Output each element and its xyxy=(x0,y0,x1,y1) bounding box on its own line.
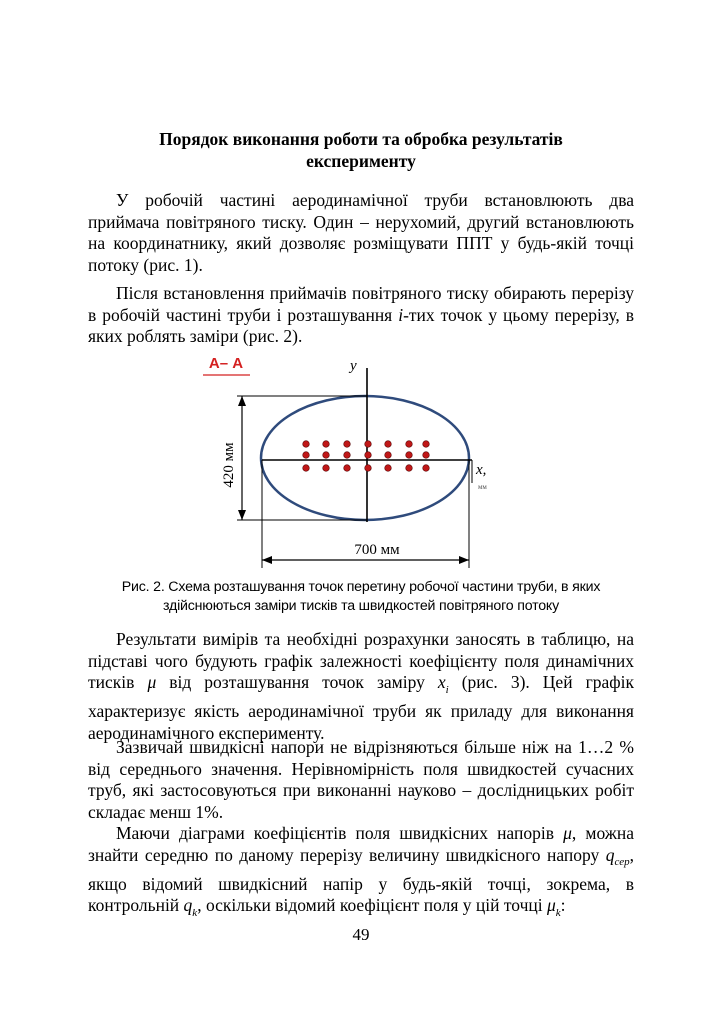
measurement-point xyxy=(385,441,392,448)
x-symbol: x xyxy=(437,672,446,692)
measurement-point xyxy=(365,441,372,448)
q-avg-subscript: сер xyxy=(614,856,630,868)
measurement-point xyxy=(344,441,351,448)
width-arrow-right xyxy=(459,556,469,564)
width-arrow-left xyxy=(262,556,272,564)
measurement-point xyxy=(303,452,310,459)
paragraph-5 xyxy=(88,823,634,924)
section-label: А– А xyxy=(208,355,244,372)
heading-line-2: експерименту xyxy=(306,151,416,171)
measurement-point xyxy=(406,452,413,459)
measurement-points-figure xyxy=(0,340,722,572)
paragraph-2 xyxy=(88,283,634,348)
measurement-point xyxy=(406,441,413,448)
paragraph-3-part-3: (рис. 3). Цей графік характеризує якість аеродинамічної труби як приладу для виконання аеродинамічного експерименту. xyxy=(88,672,634,743)
paragraph-5-part-5: : xyxy=(560,895,566,915)
measurement-point xyxy=(323,452,330,459)
page-number: 49 xyxy=(352,925,370,944)
measurement-point xyxy=(365,465,372,472)
measurement-point xyxy=(423,441,430,448)
paragraph-2-before: Після встановлення приймачів повітряного тиску обирають перерізу в робочій частині труби і розташування xyxy=(88,283,634,325)
paragraph-2-after: -тих точок у цьому перерізу, в яких роблять заміри (рис. 2). xyxy=(88,304,635,346)
paragraph-3-part-2: від розташування точок заміру xyxy=(156,672,438,692)
mu-symbol-2: μ xyxy=(563,823,572,843)
height-dimension-label: 420 мм xyxy=(221,442,237,488)
measurement-point xyxy=(385,452,392,459)
section-heading xyxy=(88,128,634,172)
measurement-point xyxy=(323,465,330,472)
measurement-point xyxy=(344,465,351,472)
paragraph-5-part-2: , можна знайти середню по даному перерізу величину швидкісного напору xyxy=(88,823,634,865)
measurement-point xyxy=(344,452,351,459)
x-axis-label: x, xyxy=(476,462,487,478)
q-control-symbol: q xyxy=(183,895,193,915)
height-arrow-bottom xyxy=(238,510,246,520)
figure-caption xyxy=(60,578,662,616)
measurement-point xyxy=(365,452,372,459)
paragraph-3 xyxy=(88,629,634,744)
measurement-point xyxy=(303,465,310,472)
paragraph-4 xyxy=(88,737,634,823)
caption-line-2: здійснюються заміри тисків та швидкостей повітряного потоку xyxy=(163,598,559,614)
y-axis-label: y xyxy=(350,358,357,374)
measurement-points xyxy=(303,441,430,472)
measurement-point xyxy=(423,465,430,472)
heading-line-1: Порядок виконання роботи та обробка результатів xyxy=(159,129,563,149)
paragraph-1-text: У робочій частині аеродинамічної труби встановлюють два приймача повітряного тиску. Один – нерухомий, другий встановлюють на координатнику, який дозволяє розміщувати ППТ у будь-якій точці потоку (рис. 1). xyxy=(88,190,634,275)
measurement-point xyxy=(385,465,392,472)
index-variable: i xyxy=(398,304,404,325)
x-axis-unit: мм xyxy=(478,483,487,491)
paragraph-3-part-1: Результати вимірів та необхідні розрахунки заносять в таблицю, на підставі чого будують графік залежності коефіцієнту поля динамічних тисків xyxy=(88,629,634,692)
mu-k-symbol: μ xyxy=(546,895,556,915)
width-dimension-label: 700 мм xyxy=(354,542,400,558)
measurement-point xyxy=(406,465,413,472)
measurement-point xyxy=(323,441,330,448)
x-subscript: i xyxy=(445,683,449,696)
paragraph-5-part-4: , оскільки відомий коефіцієнт поля у цій точці xyxy=(197,895,547,915)
height-arrow-top xyxy=(238,396,246,406)
mu-symbol: μ xyxy=(147,672,157,692)
paragraph-1 xyxy=(88,190,634,276)
measurement-point xyxy=(423,452,430,459)
paragraph-5-part-1: Маючи діаграми коефіцієнтів поля швидкісних напорів xyxy=(116,823,564,843)
paragraph-5-part-3: , якщо відомий швидкісний напір у будь-якій точці, зокрема, в контрольній xyxy=(88,844,634,915)
mu-k-subscript: k xyxy=(555,906,561,919)
measurement-point xyxy=(303,441,310,448)
paragraph-4-text: Зазвичай швидкісні напори не відрізняються більше ніж на 1…2 % від середнього значення. Нерівномірність поля швидкостей сучасних труб, які застосовуються при виконанні науково – дослідницьких робіт складає менш 1%. xyxy=(88,737,634,822)
caption-line-1: Рис. 2. Схема розташування точок перетину робочої частини труби, в яких xyxy=(121,579,601,595)
duct-cross-section xyxy=(261,396,469,520)
q-control-subscript: k xyxy=(192,906,198,919)
q-avg-symbol: q xyxy=(605,844,615,865)
